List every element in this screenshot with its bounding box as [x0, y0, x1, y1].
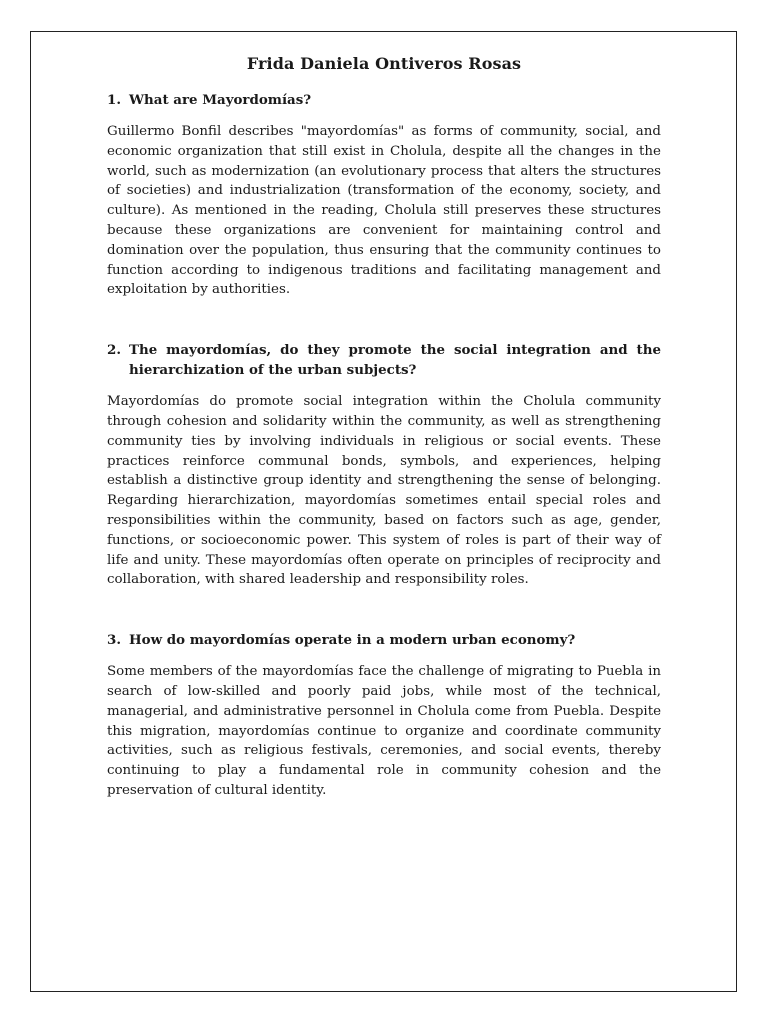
document-title: Frida Daniela Ontiveros Rosas [246, 54, 522, 73]
answer-paragraph: Guillermo Bonfil describes "mayordomías" as forms of community, social, and economic organization that still exist in Cholula, despite all the changes in the world, such as modernization (an evolutionary process that alters the structures of societies) and industrialization (transformation of the economy, society, and culture). As mentioned in the reading, Cholula still preserves these structures because these organizations are convenient for maintaining control and domination over the population, thus ensuring that the community continues to function according to indigenous traditions and facilitating management and exploitation by authorities. [107, 124, 661, 298]
question-heading [107, 90, 661, 110]
question-text: The mayordomías, do they promote the social integration and the hierarchization of the urban subjects? [129, 342, 661, 379]
question-text: What are Mayordomías? [129, 92, 312, 108]
section-spacer [107, 590, 661, 630]
question-number: 3. [107, 632, 121, 649]
section-spacer [107, 300, 661, 340]
question-heading [107, 340, 661, 380]
question-number: 1. [107, 92, 121, 108]
document-body [107, 52, 661, 801]
section-1 [107, 90, 661, 300]
answer-paragraph: Some members of the mayordomías face the challenge of migrating to Puebla in search of low-skilled and poorly paid jobs, while most of the technical, managerial, and administrative personnel in Cholula come from Puebla. Despite this migration, mayordomías continue to organize and coordinate community activities, such as religious festivals, ceremonies, and social events, thereby continuing to play a fundamental role in community cohesion and the preservation of cultural identity. [107, 664, 661, 798]
question-heading [107, 630, 661, 650]
section-2 [107, 340, 661, 590]
section-3 [107, 630, 661, 801]
answer-paragraph: Mayordomías do promote social integration within the Cholula community through cohesion and solidarity within the community, as well as strengthening community ties by involving individuals in religious or social events. These practices reinforce communal bonds, symbols, and experiences, helping establish a distinctive group identity and strengthening the sense of belonging. Regarding hierarchization, mayordomías sometimes entail special roles and responsibilities within the community, based on factors such as age, gender, functions, or socioeconomic power. This system of roles is part of their way of life and unity. These mayordomías often operate on principles of reciprocity and collaboration, with shared leadership and responsibility roles. [107, 394, 661, 588]
question-number: 2. [107, 342, 121, 359]
question-text: How do mayordomías operate in a modern urban economy? [129, 632, 576, 649]
